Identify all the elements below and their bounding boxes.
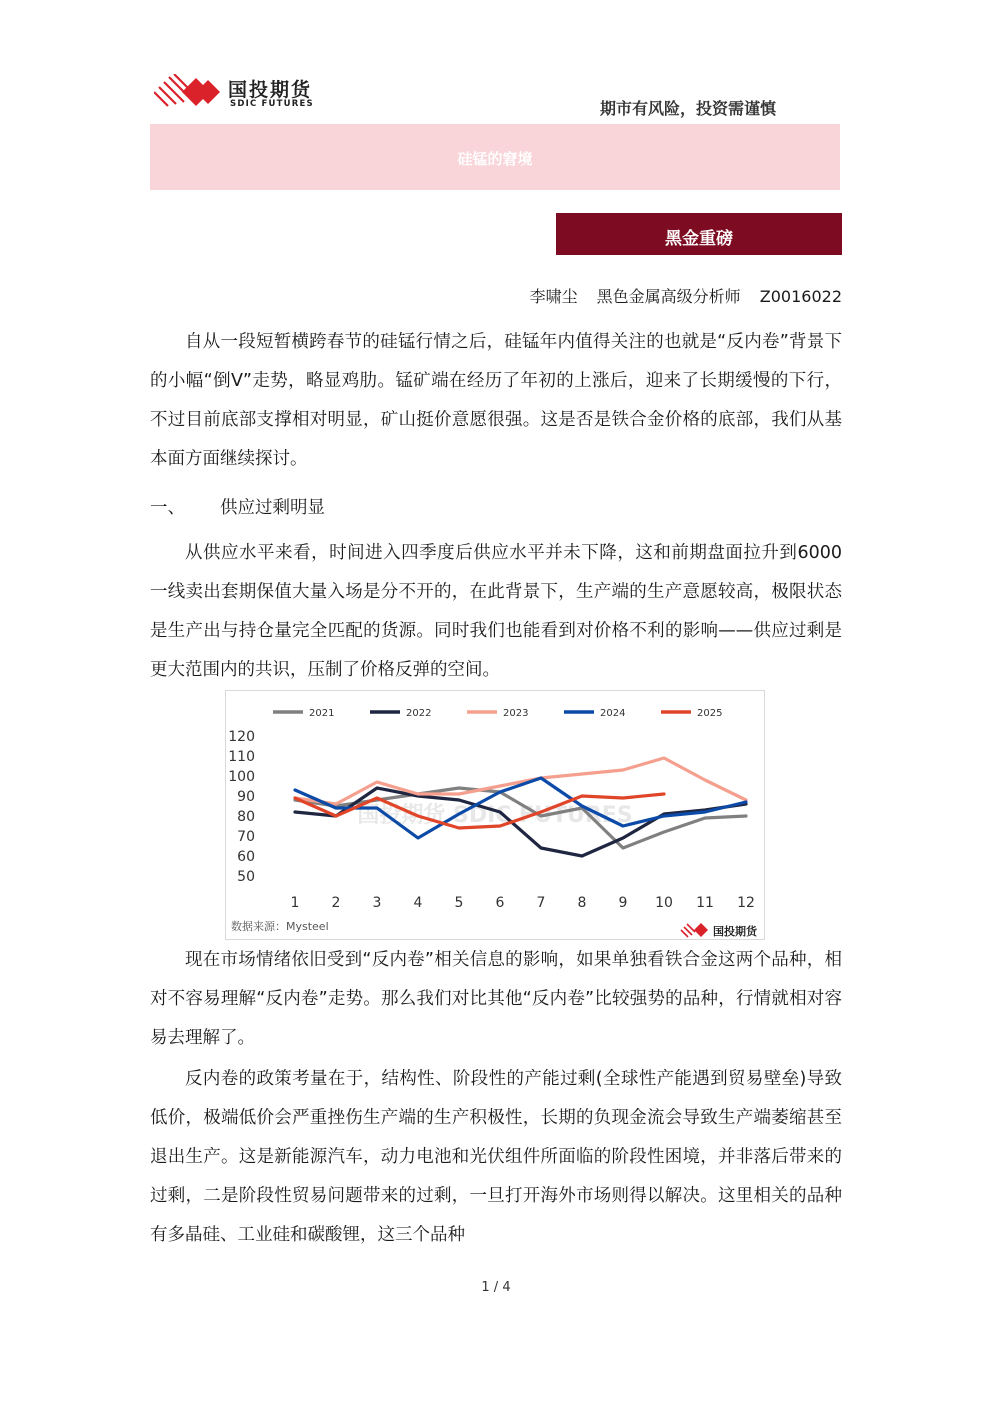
risk-slogan: 期市有风险，投资需谨慎 [600, 99, 777, 118]
paragraph-supply: 从供应水平来看，时间进入四季度后供应水平并未下降，这和前期盘面拉升到6000一线卖出套期保值大量入场是分不开的，在此背景下，生产端的生产意愿较高，极限状态是生产出与持仓量完全匹配的货源。同时我们也能看到对价格不利的影响——供应过剩是更大范围内的共识，压制了价格反弹的空间。 [150, 543, 842, 680]
chart-watermark: 国投期货 SDIC FUTURES [357, 803, 633, 828]
y-tick-label: 60 [237, 849, 255, 865]
supply-line-chart [225, 690, 765, 940]
legend-label: 2023 [503, 708, 529, 719]
column-tag [556, 213, 842, 255]
paragraph-policy: 反内卷的政策考量在于，结构性、阶段性的产能过剩(全球性产能遇到贸易壁垒)导致低价，极端低价会严重挫伤生产端的生产积极性，长期的负现金流会导致生产端萎缩甚至退出生产。这是新能源汽车，动力电池和光伏组件所面临的阶段性困境，并非落后带来的过剩，二是阶段性贸易问题带来的过剩，一旦打开海外市场则得以解决。这里相关的品种有多晶硅、工业硅和碳酸锂，这三个品种 [150, 1069, 842, 1245]
x-tick-label: 9 [618, 895, 628, 911]
author-line [516, 284, 842, 307]
paragraph-intro: 自从一段短暂横跨春节的硅锰行情之后，硅锰年内值得关注的也就是“反内卷”背景下的小幅“倒V”走势，略显鸡肋。锰矿端在经历了年初的上涨后，迎来了长期缓慢的下行，不过目前底部支撑相对明显，矿山挺价意愿很强。这是否是铁合金价格的底部，我们从基本面方面继续探讨。 [150, 332, 842, 469]
x-tick-label: 6 [495, 895, 505, 911]
section-heading [150, 494, 325, 519]
y-tick-label: 100 [228, 769, 255, 785]
author-license: Z0016022 [759, 287, 842, 306]
page-number: 1 / 4 [481, 1280, 511, 1295]
y-tick-label: 70 [237, 829, 255, 845]
legend-label: 2021 [309, 708, 335, 719]
logo-chinese-text: 国投期货 [228, 79, 313, 101]
legend-label: 2024 [600, 708, 626, 719]
document-title: 硅锰的窘境 [457, 150, 533, 168]
x-tick-label: 11 [696, 895, 714, 911]
company-logo [154, 74, 344, 114]
column-tag-label: 黑金重磅 [665, 229, 733, 249]
chart-brand-text: 国投期货 [713, 925, 757, 938]
y-tick-label: 90 [237, 789, 255, 805]
sdic-logo-icon [154, 74, 224, 110]
y-tick-label: 110 [228, 749, 255, 765]
y-tick-label: 80 [237, 809, 255, 825]
logo-english-text: SDIC FUTURES [230, 99, 314, 109]
x-tick-label: 5 [454, 895, 464, 911]
x-tick-label: 1 [290, 895, 300, 911]
legend-label: 2022 [406, 708, 432, 719]
chart-source: 数据来源：Mysteel [231, 920, 329, 933]
x-tick-label: 4 [413, 895, 423, 911]
author-role: 黑色金属高级分析师 [596, 287, 741, 306]
y-tick-label: 50 [237, 869, 255, 885]
legend-label: 2025 [697, 708, 723, 719]
chart-svg [225, 690, 765, 940]
x-tick-label: 7 [536, 895, 546, 911]
section-title: 供应过剩明显 [220, 498, 325, 518]
author-name: 李啸尘 [529, 287, 578, 306]
x-tick-label: 3 [372, 895, 382, 911]
paragraph-sentiment: 现在市场情绪依旧受到“反内卷”相关信息的影响，如果单独看铁合金这两个品种，相对不容易理解“反内卷”走势。那么我们对比其他“反内卷”比较强势的品种，行情就相对容易去理解了。 [150, 950, 842, 1048]
x-tick-label: 10 [655, 895, 673, 911]
x-tick-label: 2 [331, 895, 341, 911]
title-banner [150, 124, 840, 190]
x-tick-label: 12 [737, 895, 755, 911]
x-tick-label: 8 [577, 895, 587, 911]
y-tick-label: 120 [228, 729, 255, 745]
section-number: 一、 [150, 498, 185, 518]
